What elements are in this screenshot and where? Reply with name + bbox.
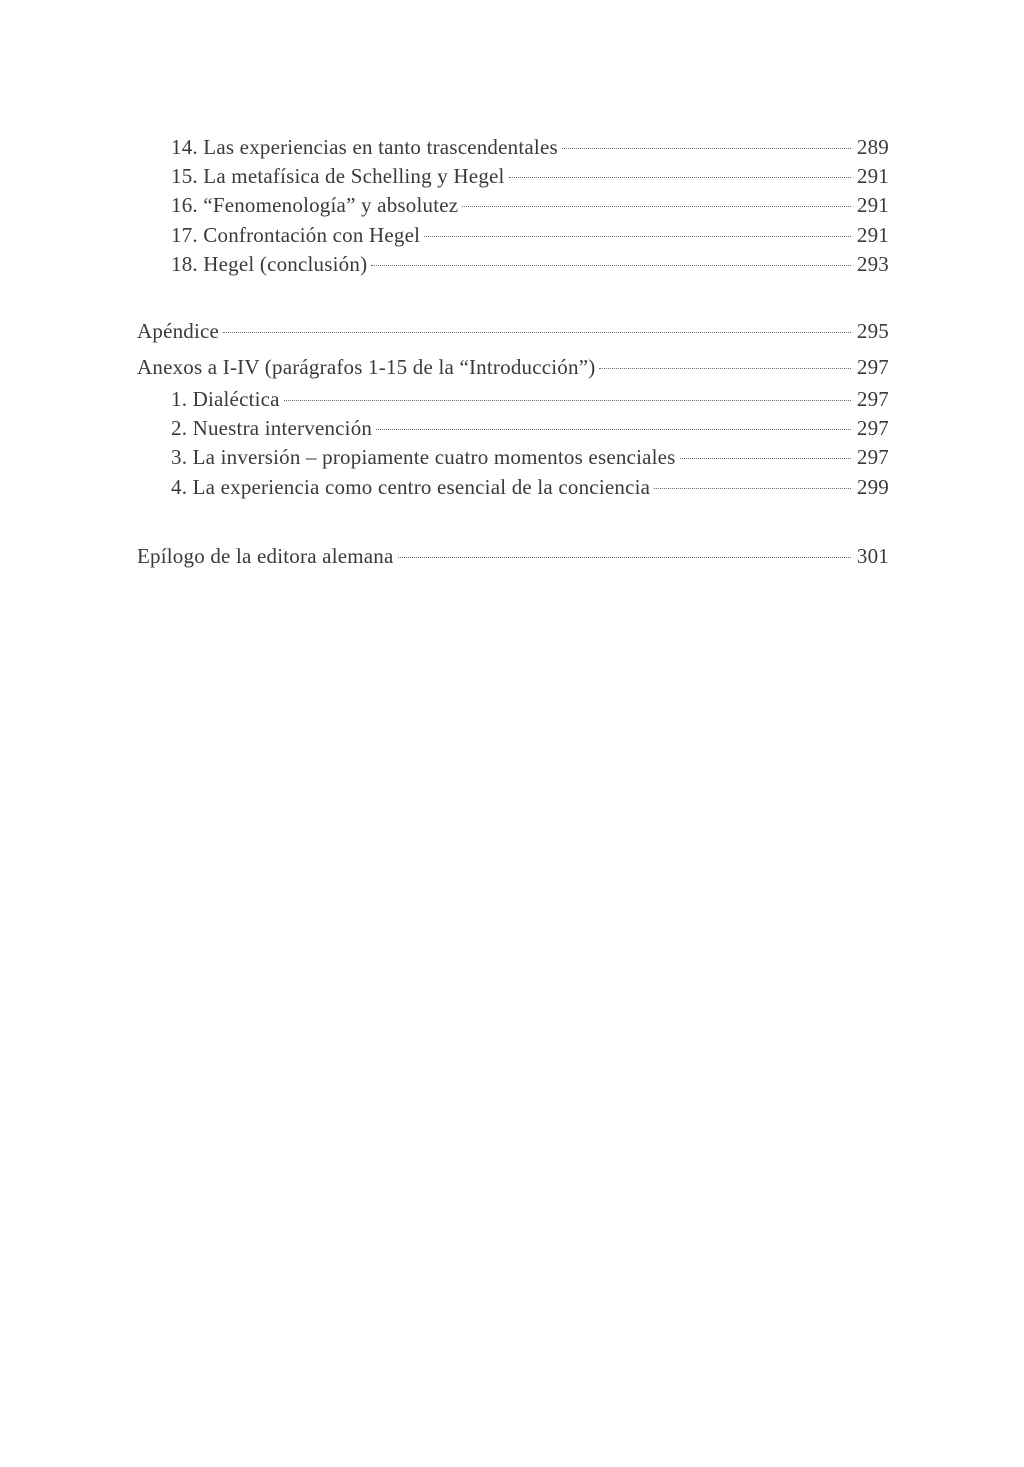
toc-entry (137, 443, 889, 472)
toc-entry-title: 16. “Fenomenología” y absolutez (171, 193, 459, 218)
toc-entry-page: 297 (856, 445, 889, 470)
toc-entry (137, 385, 889, 414)
toc-entry-page: 297 (856, 386, 889, 411)
toc-entry-page: 291 (856, 222, 889, 247)
toc-entry-page: 295 (856, 318, 889, 343)
toc-entry-title: 18. Hegel (conclusión) (171, 251, 368, 276)
toc-entry-title: 1. Dialéctica (171, 386, 280, 411)
toc-entry-title: Anexos a I-IV (parágrafos 1-15 de la “Introducción”) (137, 354, 596, 379)
dot-leader (654, 488, 851, 489)
toc-entry-title: Epílogo de la editora alemana (137, 543, 394, 568)
toc-entry-epilogue (137, 538, 889, 574)
dot-leader (509, 177, 851, 178)
toc-entry-page: 289 (856, 135, 889, 159)
toc-entry-annexes (137, 349, 889, 385)
section-spacer (137, 279, 889, 313)
toc-entry-page: 301 (856, 543, 889, 568)
toc-entry (137, 414, 889, 443)
dot-leader (562, 148, 851, 149)
dot-leader (462, 206, 851, 207)
toc-entry-title: 15. La metafísica de Schelling y Hegel (171, 164, 505, 189)
dot-leader (424, 236, 851, 237)
toc-entry-page: 293 (856, 251, 889, 276)
section-spacer (137, 502, 889, 538)
toc-entry (137, 133, 889, 162)
toc-entry (137, 221, 889, 250)
toc-entry-appendix (137, 313, 889, 349)
toc-entry-page: 291 (856, 164, 889, 189)
toc-entry-title: 14. Las experiencias en tanto trascendentales (171, 135, 558, 159)
toc-entry-page: 291 (856, 193, 889, 218)
toc-entry (137, 162, 889, 191)
dot-leader (371, 265, 851, 266)
toc-entry-title: 2. Nuestra intervención (171, 416, 373, 441)
dot-leader (398, 557, 851, 558)
toc-entry-page: 299 (856, 474, 889, 499)
toc-entry (137, 191, 889, 220)
dot-leader (599, 368, 850, 369)
dot-leader (376, 429, 851, 430)
dot-leader (284, 400, 851, 401)
dot-leader (223, 332, 851, 333)
toc-entry-title: 4. La experiencia como centro esencial de la conciencia (171, 474, 651, 499)
table-of-contents (137, 133, 889, 574)
toc-entry-title: Apéndice (137, 318, 220, 343)
toc-entry (137, 473, 889, 502)
toc-entry (137, 250, 889, 279)
toc-entry-title: 3. La inversión – propiamente cuatro momentos esenciales (171, 445, 676, 470)
dot-leader (680, 458, 851, 459)
toc-entry-page: 297 (856, 354, 889, 379)
toc-entry-title: 17. Confrontación con Hegel (171, 222, 421, 247)
toc-entry-page: 297 (856, 416, 889, 441)
